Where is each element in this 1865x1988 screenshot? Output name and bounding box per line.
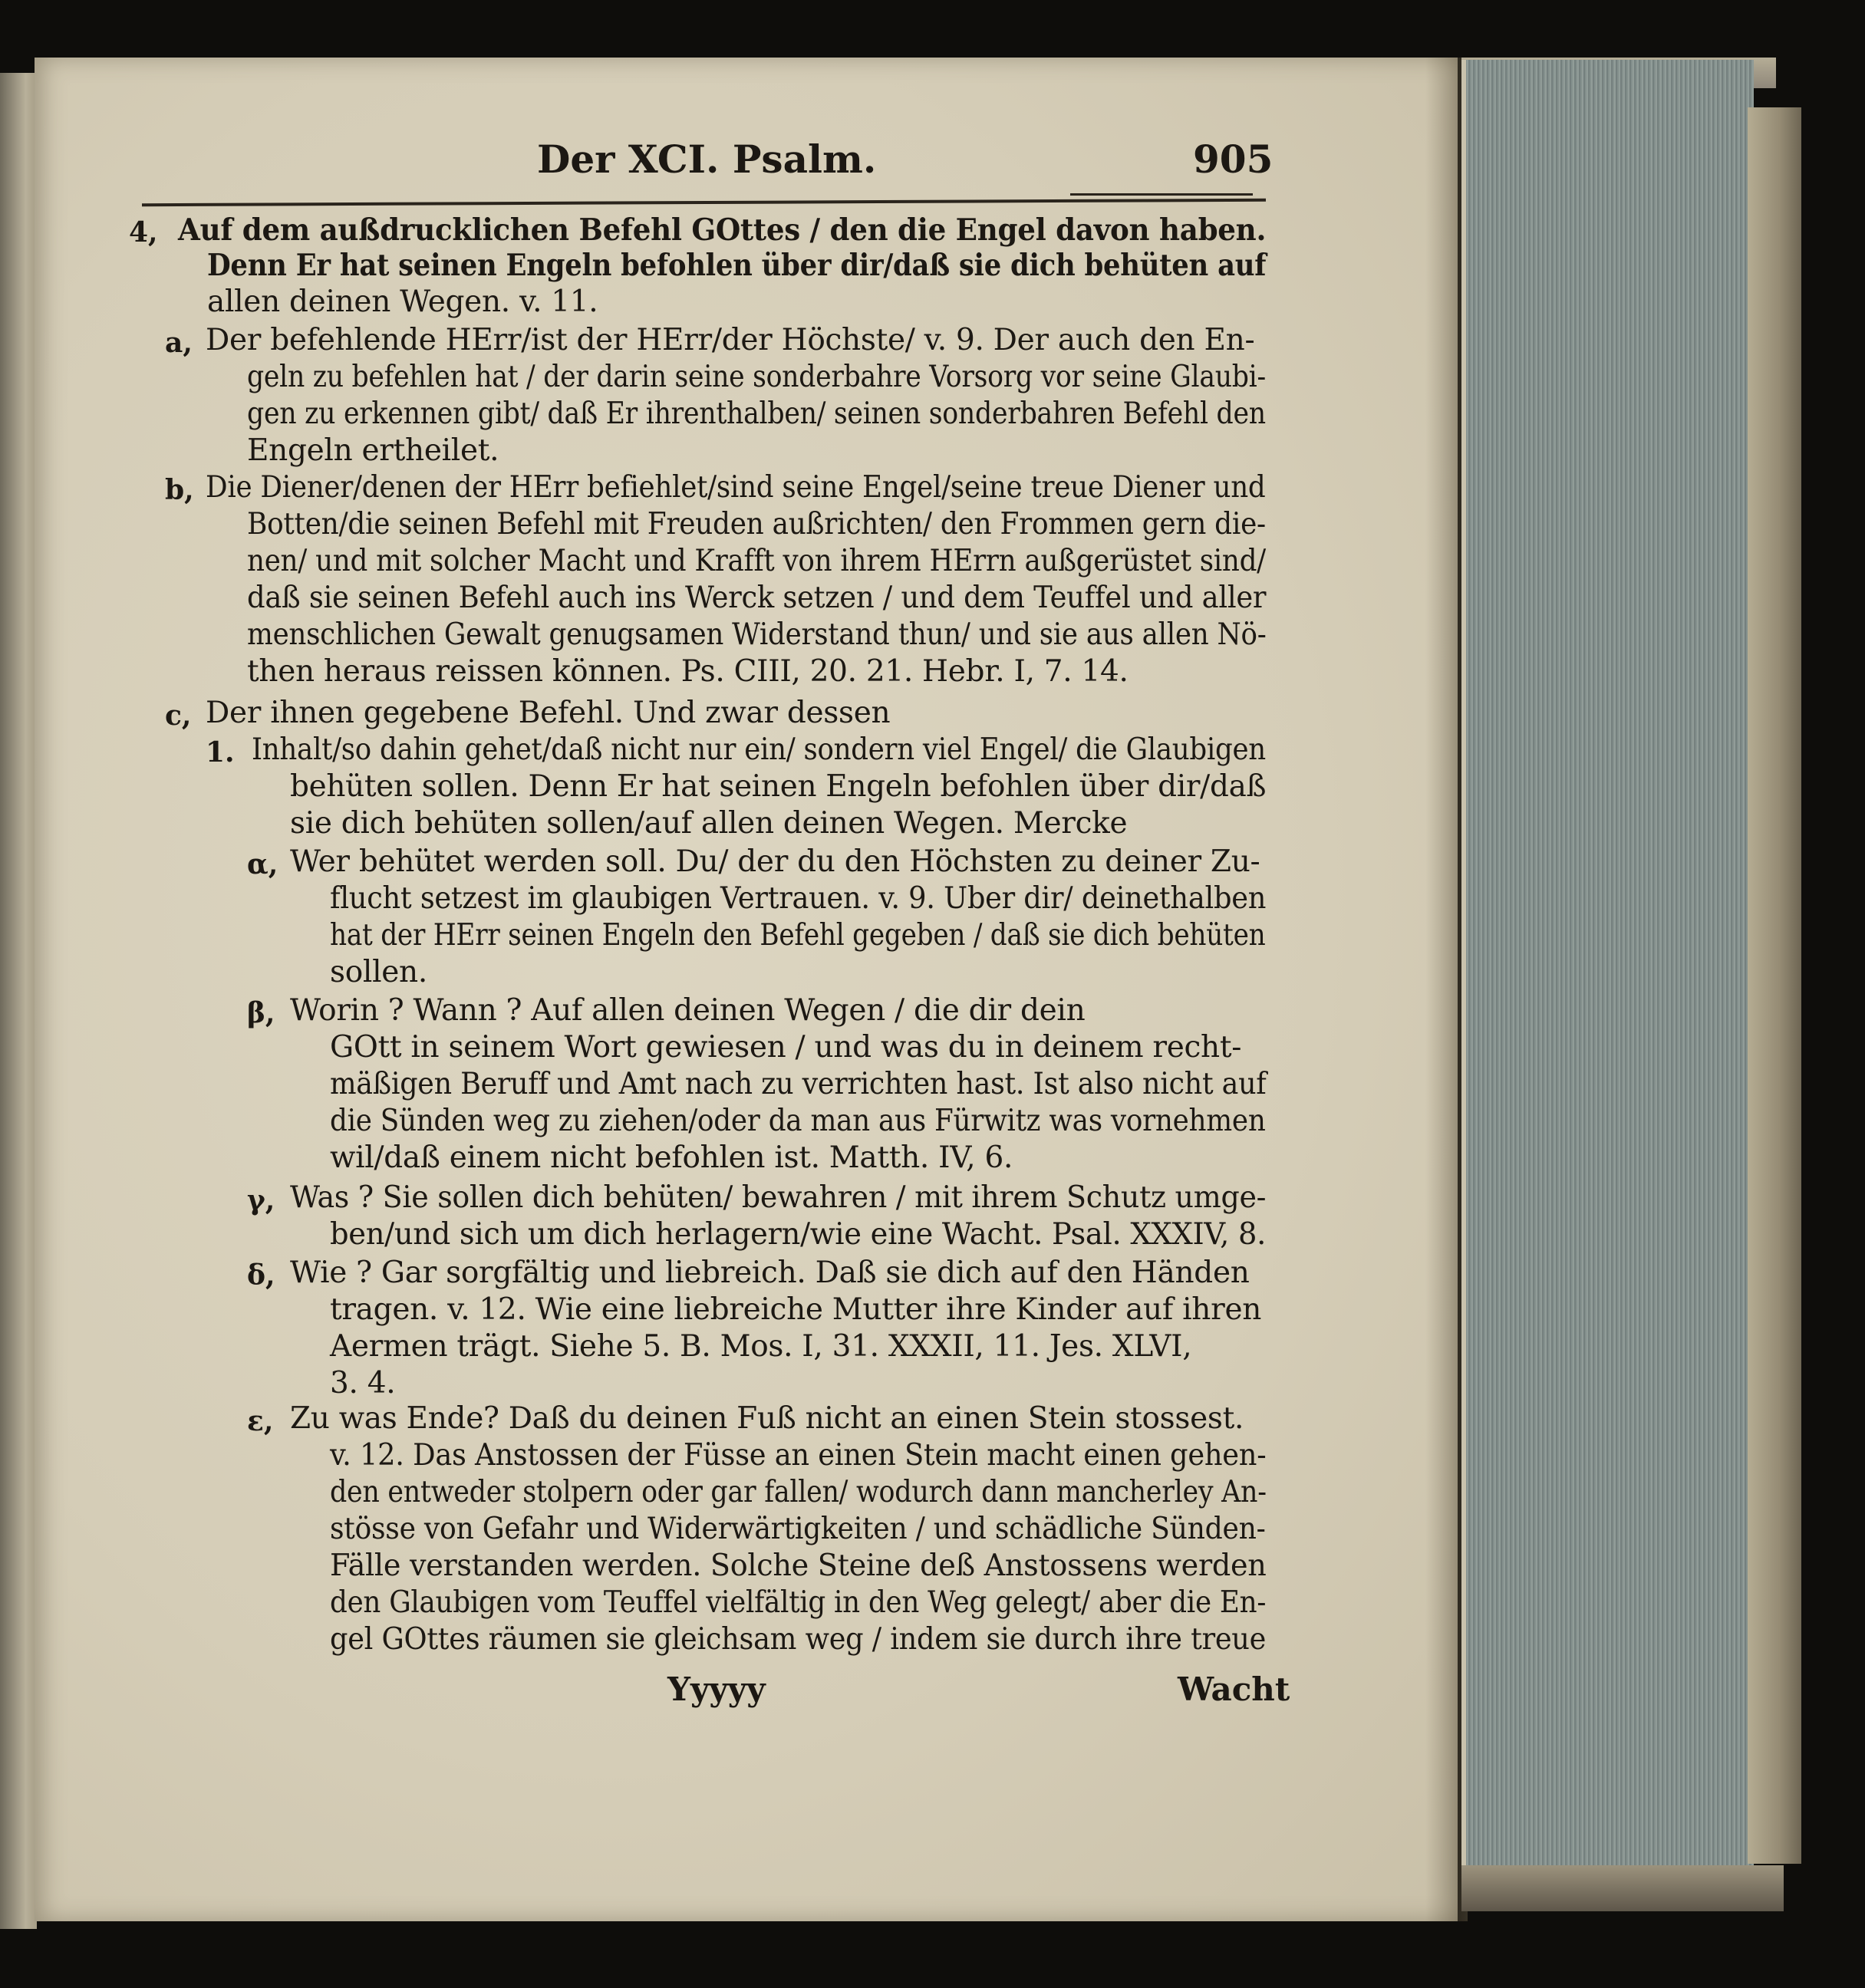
running-head: Der XCI. Psalm. (537, 137, 877, 182)
text-line: Wie ? Gar sorgfältig und liebreich. Daß sie dich auf den Händen (290, 1256, 1250, 1290)
text-line: Denn Er hat seinen Engeln befohlen über dir/daß sie dich behüten auf (207, 248, 1267, 283)
text-line: Zu was Ende? Daß du deinen Fuß nicht an einen Stein stossest. (290, 1401, 1244, 1436)
page-number: 905 (1193, 137, 1274, 182)
page-block-edges (1461, 60, 1754, 1866)
text-line: then heraus reissen können. Ps. CIII, 20. 21. Hebr. I, 7. 14. (247, 654, 1129, 689)
text-line: den entweder stolpern oder gar fallen/ wodurch dann mancherley An- (330, 1475, 1267, 1509)
text-line: Der befehlende HErr/ist der HErr/der Höchste/ v. 9. Der auch den En- (206, 323, 1255, 357)
text-line: den Glaubigen vom Teuffel vielfältig in den Weg gelegt/ aber die En- (330, 1585, 1267, 1620)
text-line: Engeln ertheilet. (247, 433, 499, 468)
line-marker: a, (165, 327, 193, 359)
text-line: Fälle verstanden werden. Solche Steine deß Anstossens werden (330, 1549, 1267, 1583)
text-line: sie dich behüten sollen/auf allen deinen Wegen. Mercke (290, 806, 1128, 841)
text-line: allen deinen Wegen. v. 11. (207, 285, 598, 319)
text-line: sollen. (330, 955, 427, 989)
line-marker: c, (165, 699, 192, 732)
header-rule-short (1070, 193, 1253, 196)
text-line: Wer behütet werden soll. Du/ der du den Höchsten zu deiner Zu- (290, 844, 1260, 879)
text-line: nen/ und mit solcher Macht und Krafft von ihrem HErrn außgerüstet sind/ (247, 544, 1266, 578)
book-cover-edge (1748, 107, 1801, 1864)
text-line: ben/und sich um dich herlagern/wie eine Wacht. Psal. XXXIV, 8. (330, 1217, 1267, 1252)
text-line: hat der HErr seinen Engeln den Befehl gegeben / daß sie dich behüten (330, 918, 1266, 953)
line-marker: δ, (247, 1259, 275, 1292)
line-marker: b, (165, 474, 194, 506)
text-line: Botten/die seinen Befehl mit Freuden außrichten/ den Frommen gern die- (247, 507, 1266, 541)
text-line: behüten sollen. Denn Er hat seinen Engeln befohlen über dir/daß (290, 769, 1267, 804)
text-line: menschlichen Gewalt genugsamen Widerstand thun/ und sie aus allen Nö- (247, 617, 1267, 652)
text-line: 3. 4. (330, 1366, 396, 1400)
text-line: tragen. v. 12. Wie eine liebreiche Mutter ihre Kinder auf ihren (330, 1292, 1262, 1327)
text-line: flucht setzest im glaubigen Vertrauen. v. 9. Uber dir/ deinethalben (330, 881, 1267, 916)
signature-mark: Yyyyy (667, 1670, 766, 1708)
text-line: wil/daß einem nicht befohlen ist. Matth. IV, 6. (330, 1140, 1013, 1175)
previous-page-edge (0, 73, 37, 1929)
catchword: Wacht (1178, 1670, 1290, 1708)
line-marker: ε, (247, 1405, 274, 1437)
line-marker: 4, (129, 216, 158, 248)
text-line: gel GOttes räumen sie gleichsam weg / indem sie durch ihre treue (330, 1622, 1267, 1657)
text-line: Worin ? Wann ? Auf allen deinen Wegen / die dir dein (290, 993, 1086, 1028)
text-line: Auf dem außdrucklichen Befehl GOttes / den die Engel davon haben. (178, 212, 1267, 248)
book-cover-bottom (1461, 1865, 1784, 1911)
line-marker: β, (247, 997, 275, 1029)
text-line: gen zu erkennen gibt/ daß Er ihrenthalben/ seinen sonderbahren Befehl den (247, 397, 1266, 431)
text-line: mäßigen Beruff und Amt nach zu verrichten hast. Ist also nicht auf (330, 1067, 1267, 1101)
text-line: GOtt in seinem Wort gewiesen / und was du in deinem recht- (330, 1030, 1242, 1065)
text-line: v. 12. Das Anstossen der Füsse an einen Stein macht einen gehen- (330, 1438, 1267, 1473)
line-marker: 1. (206, 736, 235, 769)
line-marker: α, (247, 848, 278, 880)
text-line: stösse von Gefahr und Widerwärtigkeiten / und schädliche Sünden- (330, 1512, 1266, 1546)
text-line: Inhalt/so dahin gehet/daß nicht nur ein/ sondern viel Engel/ die Glaubigen (252, 732, 1266, 767)
text-line: daß sie seinen Befehl auch ins Werck setzen / und dem Teuffel und aller (247, 581, 1267, 615)
text-line: die Sünden weg zu ziehen/oder da man aus Fürwitz was vornehmen (330, 1104, 1266, 1138)
text-line: Aermen trägt. Siehe 5. B. Mos. I, 31. XXXII, 11. Jes. XLVI, (330, 1329, 1192, 1364)
text-line: Was ? Sie sollen dich behüten/ bewahren / mit ihrem Schutz umge- (290, 1180, 1267, 1215)
line-marker: γ, (247, 1184, 275, 1216)
text-line: geln zu befehlen hat / der darin seine sonderbahre Vorsorg vor seine Glaubi- (247, 360, 1266, 394)
text-line: Der ihnen gegebene Befehl. Und zwar dessen (206, 696, 891, 730)
text-line: Die Diener/denen der HErr befiehlet/sind seine Engel/seine treue Diener und (206, 470, 1266, 505)
